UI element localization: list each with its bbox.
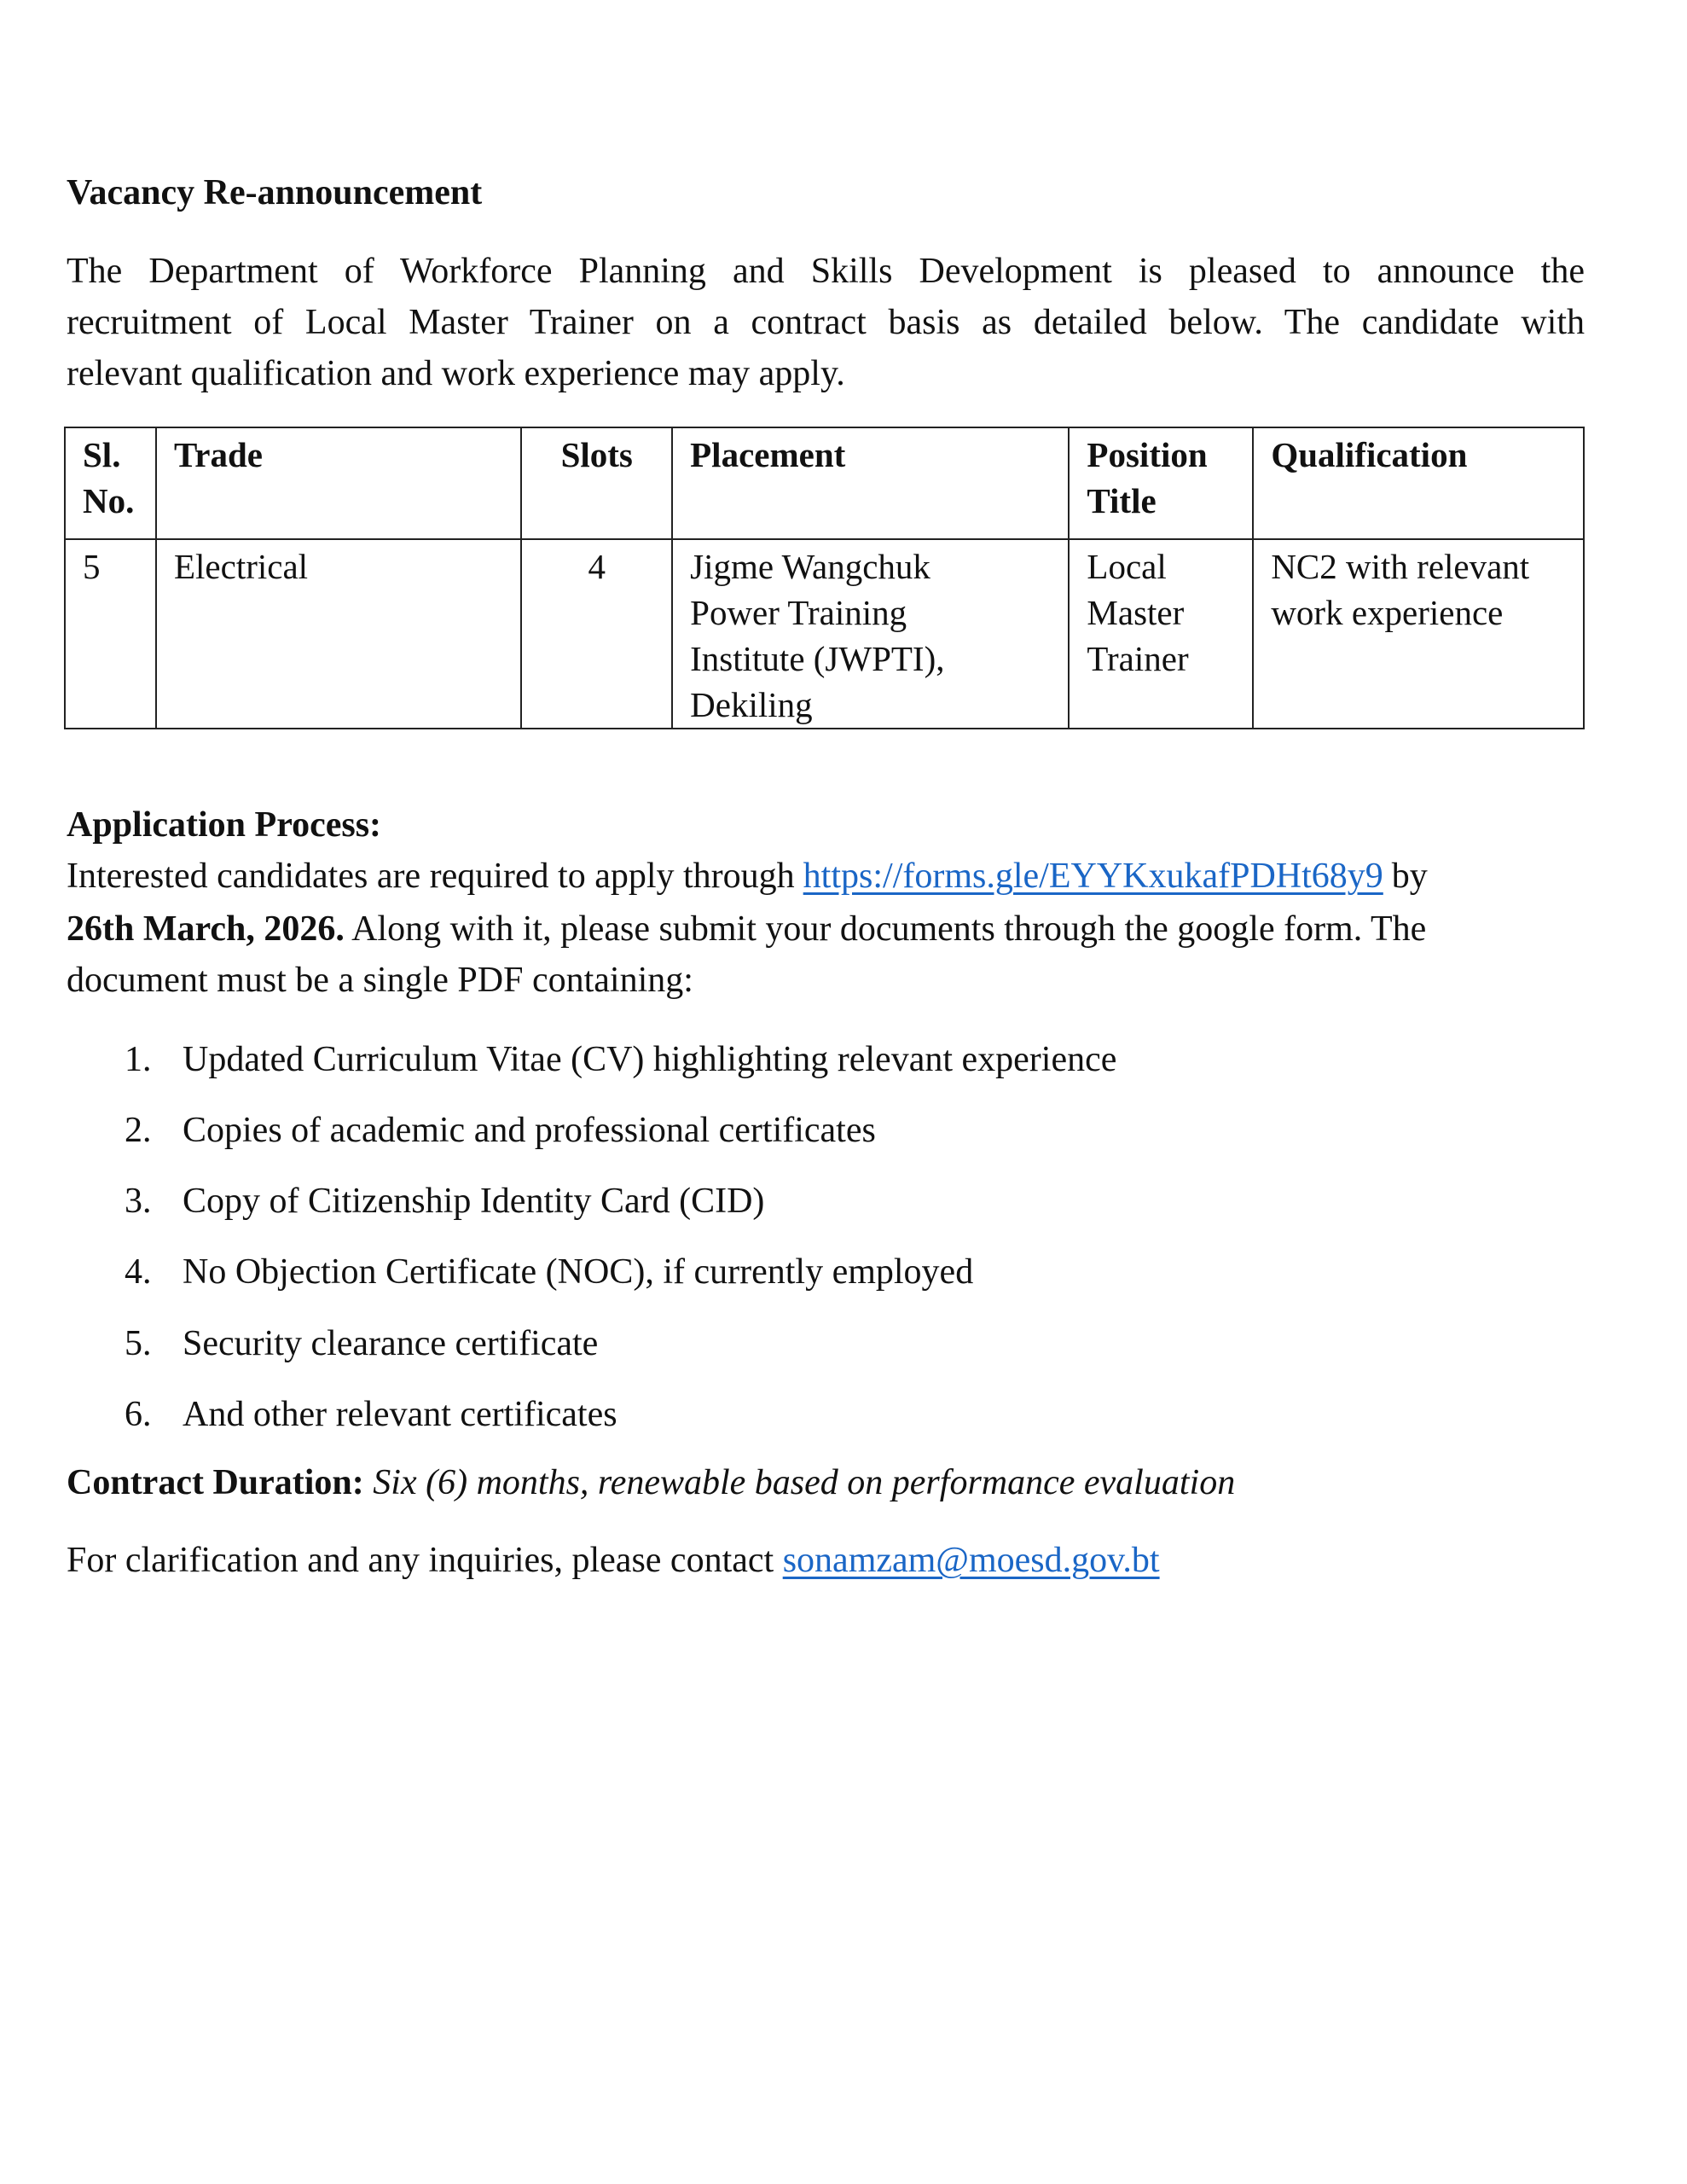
- intro-line-1: The Department of Workforce Planning and Skills Development is pleased to announce the: [67, 252, 1585, 291]
- google-form-link[interactable]: https://forms.gle/EYYKxukafPDHt68y9: [803, 857, 1383, 896]
- cell-qualification: NC2 with relevant work experience: [1253, 539, 1584, 729]
- header-sl-no: Sl. No.: [65, 427, 156, 539]
- contact-text: For clarification and any inquiries, please contact: [67, 1541, 774, 1580]
- contract-duration: [67, 1465, 1235, 1501]
- header-qualification: Qualification: [1253, 427, 1584, 539]
- cell-sl-no: 5: [65, 539, 156, 729]
- contact-line: [67, 1542, 1160, 1578]
- cell-trade: Electrical: [156, 539, 521, 729]
- header-slots: Slots: [521, 427, 672, 539]
- list-item: And other relevant certificates: [183, 1395, 617, 1434]
- vacancy-table: [64, 427, 1585, 729]
- application-text-prefix: Interested candidates are required to apply through: [67, 857, 795, 896]
- list-item-number: 1.: [125, 1040, 152, 1079]
- list-item-number: 6.: [125, 1395, 152, 1434]
- application-heading: Application Process:: [67, 805, 382, 845]
- list-item: No Objection Certificate (NOC), if currently employed: [183, 1252, 974, 1292]
- contract-duration-label: Contract Duration:: [67, 1463, 364, 1502]
- list-item-number: 2.: [125, 1111, 152, 1150]
- cell-slots: 4: [521, 539, 672, 729]
- list-item-number: 5.: [125, 1324, 152, 1363]
- list-item: Security clearance certificate: [183, 1324, 599, 1363]
- list-item: Copy of Citizenship Identity Card (CID): [183, 1182, 765, 1221]
- list-item-number: 4.: [125, 1252, 152, 1292]
- list-item: Copies of academic and professional certificates: [183, 1111, 876, 1150]
- cell-position-title: Local Master Trainer: [1069, 539, 1253, 729]
- application-line-1: [67, 858, 1585, 894]
- intro-line-2: recruitment of Local Master Trainer on a contract basis as detailed below. The candidate with: [67, 303, 1585, 342]
- contract-duration-value: Six (6) months, renewable based on performance evaluation: [373, 1463, 1236, 1502]
- application-line-3: document must be a single PDF containing:: [67, 961, 693, 1000]
- header-trade: Trade: [156, 427, 521, 539]
- application-text-suffix: by: [1391, 857, 1428, 896]
- page-title: Vacancy Re-announcement: [67, 173, 483, 212]
- list-item-number: 3.: [125, 1182, 152, 1221]
- intro-line-3: relevant qualification and work experience may apply.: [67, 354, 845, 393]
- header-placement: Placement: [672, 427, 1069, 539]
- list-item: Updated Curriculum Vitae (CV) highlighting relevant experience: [183, 1040, 1117, 1079]
- application-line-2: 26th March, 2026. Along with it, please submit your documents through the google form. The: [67, 909, 1427, 949]
- table-header-row: [65, 427, 1584, 539]
- header-position-title: Position Title: [1069, 427, 1253, 539]
- deadline-date: 26th March, 2026.: [67, 909, 345, 949]
- cell-placement: Jigme Wangchuk Power Training Institute (JWPTI), Dekiling: [672, 539, 1069, 729]
- contact-email-link[interactable]: sonamzam@moesd.gov.bt: [782, 1541, 1160, 1580]
- table-row: [65, 539, 1584, 729]
